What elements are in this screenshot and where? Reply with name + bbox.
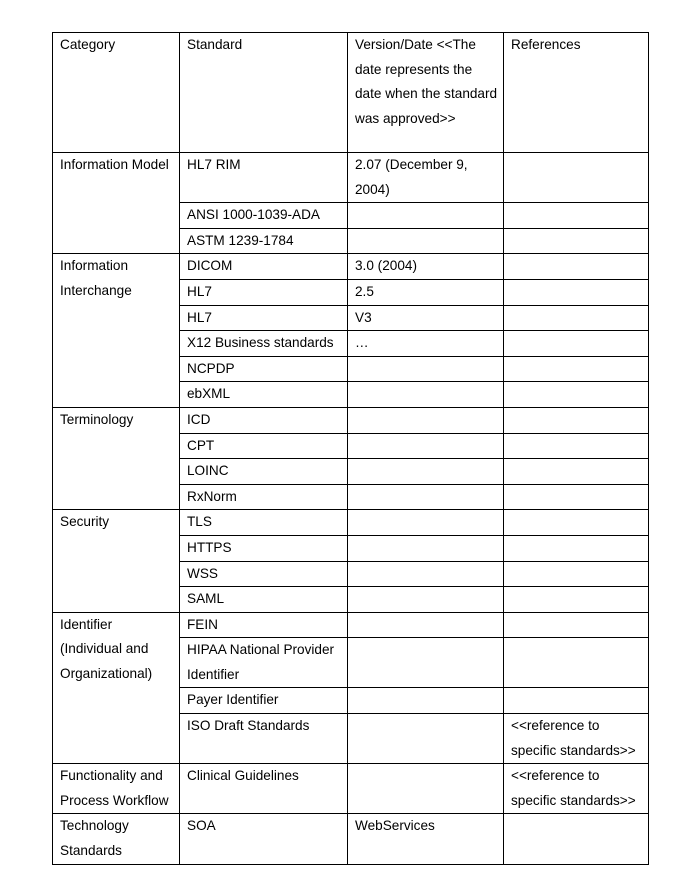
header-standard: Standard	[180, 33, 348, 153]
standard-cell: X12 Business standards	[180, 331, 348, 357]
standard-cell: NCPDP	[180, 356, 348, 382]
references-cell	[504, 510, 649, 536]
references-cell	[504, 814, 649, 864]
standard-cell: ANSI 1000-1039-ADA	[180, 203, 348, 229]
references-cell	[504, 612, 649, 638]
standard-cell: CPT	[180, 433, 348, 459]
version-cell: V3	[348, 305, 504, 331]
references-cell: <<reference to specific standards>>	[504, 714, 649, 764]
references-cell	[504, 279, 649, 305]
version-cell	[348, 484, 504, 510]
references-cell	[504, 305, 649, 331]
standard-cell: HL7	[180, 305, 348, 331]
version-cell: 2.07 (December 9, 2004)	[348, 153, 504, 203]
version-cell	[348, 203, 504, 229]
standards-table-body	[53, 33, 649, 865]
table-row	[53, 814, 649, 864]
references-cell	[504, 203, 649, 229]
references-cell	[504, 688, 649, 714]
standard-cell: TLS	[180, 510, 348, 536]
version-cell	[348, 612, 504, 638]
category-cell: Security	[53, 510, 180, 612]
references-cell	[504, 331, 649, 357]
standard-cell: HIPAA National Provider Identifier	[180, 638, 348, 688]
standard-cell: SAML	[180, 587, 348, 613]
version-cell: 2.5	[348, 279, 504, 305]
version-cell	[348, 382, 504, 408]
standard-cell: DICOM	[180, 254, 348, 280]
header-version-date: Version/Date <<The date represents the date when the standard was approved>>	[348, 33, 504, 153]
standard-cell: Payer Identifier	[180, 688, 348, 714]
header-row	[53, 33, 649, 153]
standard-cell: LOINC	[180, 459, 348, 485]
table-row	[53, 764, 649, 814]
standard-cell: HTTPS	[180, 535, 348, 561]
references-cell	[504, 484, 649, 510]
version-cell	[348, 535, 504, 561]
standards-table	[52, 32, 649, 865]
standard-cell: HL7	[180, 279, 348, 305]
references-cell	[504, 459, 649, 485]
version-cell	[348, 433, 504, 459]
version-cell: WebServices	[348, 814, 504, 864]
table-row	[53, 612, 649, 638]
table-row	[53, 254, 649, 280]
version-cell	[348, 356, 504, 382]
references-cell	[504, 638, 649, 688]
version-cell	[348, 688, 504, 714]
version-cell	[348, 510, 504, 536]
references-cell	[504, 254, 649, 280]
version-cell	[348, 764, 504, 814]
version-cell	[348, 638, 504, 688]
version-cell	[348, 561, 504, 587]
standard-cell: SOA	[180, 814, 348, 864]
version-cell	[348, 459, 504, 485]
version-cell: …	[348, 331, 504, 357]
version-cell	[348, 407, 504, 433]
standard-cell: Clinical Guidelines	[180, 764, 348, 814]
category-cell: Identifier (Individual and Organizational)	[53, 612, 180, 764]
standard-cell: ISO Draft Standards	[180, 714, 348, 764]
standard-cell: ebXML	[180, 382, 348, 408]
header-category: Category	[53, 33, 180, 153]
version-cell	[348, 714, 504, 764]
references-cell	[504, 228, 649, 254]
table-row	[53, 510, 649, 536]
references-cell	[504, 356, 649, 382]
standard-cell: WSS	[180, 561, 348, 587]
table-row	[53, 407, 649, 433]
standard-cell: ASTM 1239-1784	[180, 228, 348, 254]
category-cell: Technology Standards	[53, 814, 180, 864]
version-cell	[348, 228, 504, 254]
references-cell	[504, 535, 649, 561]
category-cell: Terminology	[53, 407, 180, 509]
references-cell	[504, 587, 649, 613]
references-cell: <<reference to specific standards>>	[504, 764, 649, 814]
standard-cell: ICD	[180, 407, 348, 433]
category-cell: Information Interchange	[53, 254, 180, 408]
references-cell	[504, 153, 649, 203]
version-cell: 3.0 (2004)	[348, 254, 504, 280]
version-cell	[348, 587, 504, 613]
standard-cell: RxNorm	[180, 484, 348, 510]
category-cell: Functionality and Process Workflow	[53, 764, 180, 814]
references-cell	[504, 433, 649, 459]
references-cell	[504, 407, 649, 433]
header-references: References	[504, 33, 649, 153]
standard-cell: FEIN	[180, 612, 348, 638]
table-row	[53, 153, 649, 203]
standard-cell: HL7 RIM	[180, 153, 348, 203]
category-cell: Information Model	[53, 153, 180, 254]
references-cell	[504, 561, 649, 587]
references-cell	[504, 382, 649, 408]
